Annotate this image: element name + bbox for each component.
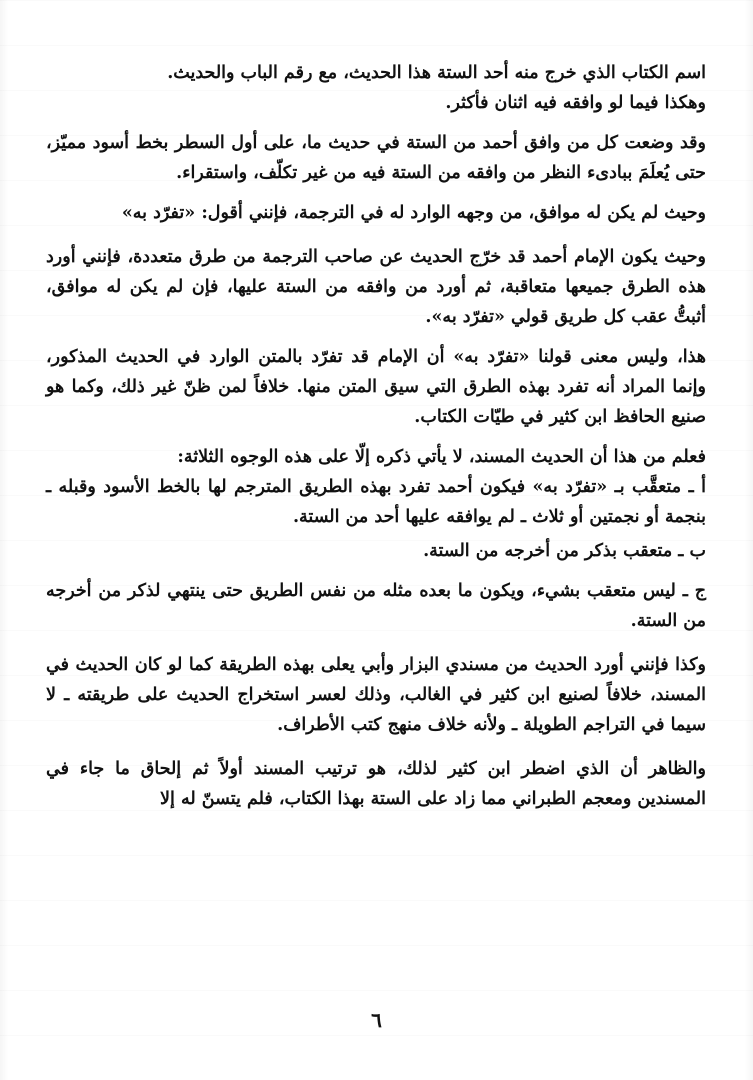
paragraph-7: فعلم من هذا أن الحديث المسند، لا يأتي ذكره إلّا على هذه الوجوه الثلاثة: — [177, 447, 706, 467]
paragraph-3: وقد وضعت كل من وافق أحمد من الستة في حديث ما، على أول السطر بخط أسود مميّز، حتى يُعلَمَ ببادىء النظر من وافقه من الستة فيه من غير تكلّف، واستقراء. — [46, 133, 706, 183]
paragraph-6: هذا، وليس معنى قولنا «تفرّد به» أن الإمام قد تفرّد بالمتن الوارد في الحديث المذكور، وإنما المراد أنه تفرد بهذه الطرق التي سيق المتن منها. خلافاً لمن ظنّ غير ذلك، وكما هو صنيع الحافظ ابن كثير في طيّات الكتاب. — [46, 347, 706, 427]
page-edge-left — [0, 0, 8, 1080]
page-number: ٦ — [371, 1008, 382, 1032]
page-body-text — [46, 58, 706, 814]
paragraph-2: وهكذا فيما لو وافقه فيه اثنان فأكثر. — [445, 93, 706, 113]
paragraph-1: اسم الكتاب الذي خرج منه أحد الستة هذا الحديث، مع رقم الباب والحديث. — [167, 63, 706, 83]
paragraph-5: وحيث يكون الإمام أحمد قد خرّج الحديث عن صاحب الترجمة من طرق متعددة، فإنني أورد هذه الطرق جميعها متعاقبة، ثم أورد من وافقه من الستة عليها، فإن لم يكن له موافق، أثبتُّ عقب كل طريق قولي «تفرّد به». — [46, 247, 706, 327]
paragraph-4: وحيث لم يكن له موافق، من وجهه الوارد له في الترجمة، فإنني أقول: «تفرّد به» — [121, 203, 706, 223]
paragraph-11: وكذا فإنني أورد الحديث من مسندي البزار وأبي يعلى بهذه الطريقة كما لو كان الحديث في المسند، خلافاً لصنيع ابن كثير في الغالب، وذلك لعسر استخراج الحديث على طريقته ـ لا سيما في التراجم الطويلة ـ ولأنه خلاف منهج كتب الأطراف. — [46, 655, 706, 735]
paragraph-8-item-a: أ ـ متعقَّب بـ «تفرّد به» فيكون أحمد تفرد بهذه الطريق المترجم لها بالخط الأسود وقبله ـ بنجمة أو نجمتين أو ثلاث ـ لم يوافقه عليها أحد من الستة. — [46, 477, 706, 527]
paragraph-12: والظاهر أن الذي اضطر ابن كثير لذلك، هو ترتيب المسند أولاً ثم إلحاق ما جاء في المسندين ومعجم الطبراني مما زاد على الستة بهذا الكتاب، فلم يتسنّ له إلا — [46, 759, 706, 809]
paragraph-9-item-b: ب ـ متعقب بذكر من أخرجه من الستة. — [423, 541, 706, 561]
paragraph-10-item-c: ج ـ ليس متعقب بشيء، ويكون ما بعده مثله من نفس الطريق حتى ينتهي لذكر من أخرجه من الستة. — [46, 581, 706, 631]
page-edge-right — [745, 0, 753, 1080]
